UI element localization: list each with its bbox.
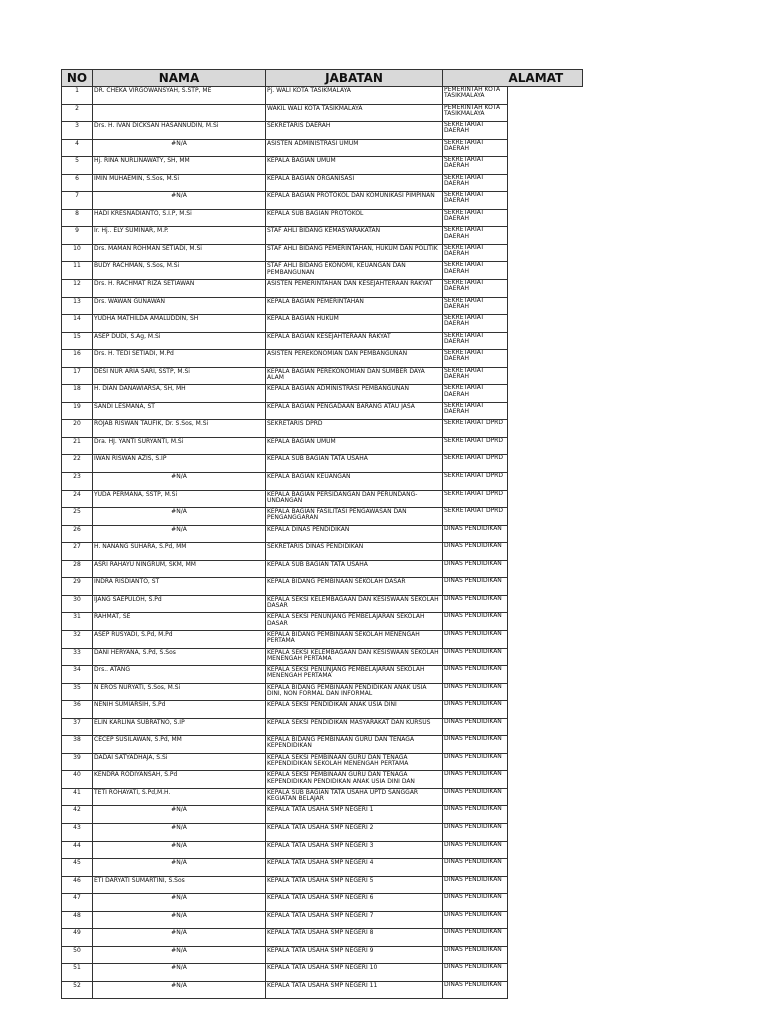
table-row [62, 367, 583, 385]
cell-no: 44 [62, 841, 93, 859]
cell-no: 12 [62, 280, 93, 298]
table-body [62, 87, 583, 999]
table-row [62, 911, 583, 929]
cell-jabatan: ASISTEN PEREKONOMIAN DAN PEMBANGUNAN [266, 350, 443, 368]
cell-nama: CECEP SUSILAWAN, S.Pd, MM [93, 736, 266, 754]
cell-no: 25 [62, 508, 93, 526]
table-row [62, 823, 583, 841]
table-row [62, 981, 583, 999]
cell-jabatan: KEPALA BIDANG PEMBINAAN GURU DAN TENAGA KEPENDIDIKAN [266, 736, 443, 754]
cell-no: 15 [62, 332, 93, 350]
cell-alamat: DINAS PENDIDIKAN [443, 859, 508, 877]
cell-nama: Ir. Hj.. ELY SUMINAR, M.P. [93, 227, 266, 245]
cell-nama: DESI NUR ARIA SARI, SSTP, M.Si [93, 367, 266, 385]
cell-no: 1 [62, 87, 93, 105]
cell-no: 34 [62, 666, 93, 684]
cell-nama: #N/A [93, 841, 266, 859]
cell-no: 29 [62, 578, 93, 596]
cell-jabatan: WAKIL WALI KOTA TASIKMALAYA [266, 104, 443, 122]
cell-jabatan: SEKRETARIS DAERAH [266, 122, 443, 140]
staff-table [61, 69, 583, 999]
cell-no: 22 [62, 455, 93, 473]
cell-nama: DANI HERYANA, S.Pd, S.Sos [93, 648, 266, 666]
cell-nama: #N/A [93, 981, 266, 999]
cell-alamat: SEKRETARIAT DAERAH [443, 385, 508, 403]
cell-nama: #N/A [93, 946, 266, 964]
table-row [62, 490, 583, 508]
table-row [62, 788, 583, 806]
cell-jabatan: KEPALA BAGIAN PROTOKOL DAN KOMUNIKASI PIMPINAN [266, 192, 443, 210]
cell-nama: NENIH SUMIARSIH, S.Pd [93, 701, 266, 719]
table-row [62, 227, 583, 245]
cell-no: 9 [62, 227, 93, 245]
table-row [62, 104, 583, 122]
table-row [62, 157, 583, 175]
table-row [62, 244, 583, 262]
cell-nama: IJANG SAEPULOH, S.Pd [93, 595, 266, 613]
cell-alamat: DINAS PENDIDIKAN [443, 806, 508, 824]
header-jabatan: JABATAN [266, 70, 443, 87]
table-row [62, 174, 583, 192]
cell-jabatan: KEPALA BAGIAN PEREKONOMIAN DAN SUMBER DAYA ALAM [266, 367, 443, 385]
cell-nama: ASRI RAHAYU NINGRUM, SKM, MM [93, 560, 266, 578]
table-row [62, 946, 583, 964]
table-row [62, 420, 583, 438]
cell-jabatan: ASISTEN ADMINISTRASI UMUM [266, 139, 443, 157]
cell-jabatan: KEPALA TATA USAHA SMP NEGERI 5 [266, 876, 443, 894]
cell-nama: DADAI SATYADHAJA, S.Si [93, 753, 266, 771]
cell-nama: ETI DARYATI SUMARTINI, S.Sos [93, 876, 266, 894]
cell-jabatan: KEPALA BAGIAN UMUM [266, 157, 443, 175]
cell-nama: BUDY RACHMAN, S.Sos, M.Si [93, 262, 266, 280]
cell-no: 16 [62, 350, 93, 368]
table-row [62, 332, 583, 350]
cell-alamat: SEKRETARIAT DPRD [443, 508, 508, 526]
cell-nama: #N/A [93, 859, 266, 877]
cell-alamat: SEKRETARIAT DPRD [443, 420, 508, 438]
cell-alamat: DINAS PENDIDIKAN [443, 894, 508, 912]
cell-no: 24 [62, 490, 93, 508]
cell-jabatan: KEPALA SEKSI PENUNJANG PEMBELAJARAN SEKOLAH MENENGAH PERTAMA [266, 666, 443, 684]
cell-nama [93, 104, 266, 122]
cell-no: 33 [62, 648, 93, 666]
cell-nama: Drs. WAWAN GUNAWAN [93, 297, 266, 315]
header-alamat: ALAMAT [508, 70, 583, 87]
cell-alamat: DINAS PENDIDIKAN [443, 718, 508, 736]
cell-jabatan: KEPALA SUB BAGIAN TATA USAHA [266, 455, 443, 473]
table-row [62, 139, 583, 157]
cell-alamat: DINAS PENDIDIKAN [443, 981, 508, 999]
cell-nama: INDRA RISDIANTO, ST [93, 578, 266, 596]
cell-alamat: DINAS PENDIDIKAN [443, 595, 508, 613]
cell-jabatan: KEPALA SEKSI PEMBINAAN GURU DAN TENAGA KEPENDIDIKAN SEKOLAH MENENGAH PERTAMA [266, 753, 443, 771]
cell-alamat: SEKRETARIAT DAERAH [443, 192, 508, 210]
cell-jabatan: KEPALA BAGIAN PEMERINTAHAN [266, 297, 443, 315]
cell-nama: YUDA PERMANA, SSTP, M.Si [93, 490, 266, 508]
cell-no: 42 [62, 806, 93, 824]
cell-nama: #N/A [93, 929, 266, 947]
cell-alamat: SEKRETARIAT DPRD [443, 490, 508, 508]
cell-jabatan: KEPALA SEKSI PENDIDIKAN MASYARAKAT DAN KURSUS [266, 718, 443, 736]
cell-nama: Dra. HJ. YANTI SURYANTI, M.Si [93, 437, 266, 455]
cell-no: 35 [62, 683, 93, 701]
cell-alamat: SEKRETARIAT DAERAH [443, 139, 508, 157]
cell-alamat: SEKRETARIAT DAERAH [443, 262, 508, 280]
cell-jabatan: KEPALA BAGIAN KEUANGAN [266, 473, 443, 491]
cell-nama: #N/A [93, 508, 266, 526]
cell-jabatan: STAF AHLI BIDANG EKONOMI, KEUANGAN DAN PEMBANGUNAN [266, 262, 443, 280]
cell-nama: RAHMAT, SE [93, 613, 266, 631]
cell-no: 49 [62, 929, 93, 947]
cell-jabatan: KEPALA TATA USAHA SMP NEGERI 4 [266, 859, 443, 877]
cell-alamat: SEKRETARIAT DAERAH [443, 297, 508, 315]
cell-nama: Drs. MAMAN ROHMAN SETIADI, M.Si [93, 244, 266, 262]
table-row [62, 613, 583, 631]
cell-jabatan: KEPALA TATA USAHA SMP NEGERI 3 [266, 841, 443, 859]
cell-jabatan: KEPALA SUB BAGIAN TATA USAHA UPTD SANGGAR KEGIATAN BELAJAR [266, 788, 443, 806]
cell-no: 32 [62, 630, 93, 648]
cell-jabatan: KEPALA TATA USAHA SMP NEGERI 11 [266, 981, 443, 999]
table-row [62, 841, 583, 859]
cell-jabatan: ASISTEN PEMERINTAHAN DAN KESEJAHTERAAN RAKYAT [266, 280, 443, 298]
cell-jabatan: KEPALA SEKSI KELEMBAGAAN DAN KESISWAAN SEKOLAH DASAR [266, 595, 443, 613]
cell-no: 6 [62, 174, 93, 192]
cell-jabatan: KEPALA BAGIAN UMUM [266, 437, 443, 455]
cell-no: 50 [62, 946, 93, 964]
table-row [62, 929, 583, 947]
header-nama: NAMA [93, 70, 266, 87]
cell-alamat: DINAS PENDIDIKAN [443, 578, 508, 596]
table-row [62, 122, 583, 140]
cell-jabatan: STAF AHLI BIDANG KEMASYARAKATAN [266, 227, 443, 245]
cell-alamat: PEMERINTAH KOTA TASIKMALAYA [443, 104, 508, 122]
cell-no: 13 [62, 297, 93, 315]
cell-no: 52 [62, 981, 93, 999]
cell-nama: HADI KRESNADIANTO, S.I.P, M.Si [93, 209, 266, 227]
cell-jabatan: KEPALA BIDANG PEMBINAAN SEKOLAH DASAR [266, 578, 443, 596]
cell-no: 4 [62, 139, 93, 157]
cell-alamat: DINAS PENDIDIKAN [443, 560, 508, 578]
cell-nama: Drs. H. RACHMAT RIZA SETIAWAN [93, 280, 266, 298]
table-row [62, 473, 583, 491]
cell-nama: Drs.. ATANG [93, 666, 266, 684]
cell-jabatan: KEPALA SEKSI PENUNJANG PEMBELAJARAN SEKOLAH DASAR [266, 613, 443, 631]
cell-jabatan: KEPALA SEKSI KELEMBAGAAN DAN KESISWAAN SEKOLAH MENENGAH PERTAMA [266, 648, 443, 666]
table-row [62, 455, 583, 473]
cell-jabatan: KEPALA SEKSI PEMBINAAN GURU DAN TENAGA KEPENDIDIKAN PENDIDIKAN ANAK USIA DINI DAN [266, 771, 443, 789]
cell-no: 18 [62, 385, 93, 403]
cell-nama: N EROS NURYATI, S.Sos, M.Si [93, 683, 266, 701]
table-row [62, 595, 583, 613]
cell-nama: SANDI LESMANA, ST [93, 402, 266, 420]
cell-nama: #N/A [93, 473, 266, 491]
cell-nama: KENDRA RODIYANSAH, S.Pd [93, 771, 266, 789]
table-row [62, 806, 583, 824]
cell-alamat: SEKRETARIAT DAERAH [443, 209, 508, 227]
cell-nama: IMIN MUHAEMIN, S.Sos, M.Si [93, 174, 266, 192]
header-row [62, 70, 583, 87]
table-row [62, 525, 583, 543]
cell-jabatan: SEKRETARIS DINAS PENDIDIKAN [266, 543, 443, 561]
cell-jabatan: KEPALA SEKSI PENDIDIKAN ANAK USIA DINI [266, 701, 443, 719]
cell-jabatan: STAF AHLI BIDANG PEMERINTAHAN, HUKUM DAN POLITIK [266, 244, 443, 262]
table-row [62, 560, 583, 578]
cell-jabatan: KEPALA TATA USAHA SMP NEGERI 1 [266, 806, 443, 824]
cell-nama: H. NANANG SUHARA, S.Pd, MM [93, 543, 266, 561]
cell-nama: ASEP DUDI, S.Ag, M.Si [93, 332, 266, 350]
table-row [62, 209, 583, 227]
cell-jabatan: Pj. WALI KOTA TASIKMALAYA [266, 87, 443, 105]
cell-jabatan: KEPALA SUB BAGIAN PROTOKOL [266, 209, 443, 227]
cell-alamat: SEKRETARIAT DAERAH [443, 350, 508, 368]
cell-nama: #N/A [93, 806, 266, 824]
cell-no: 8 [62, 209, 93, 227]
cell-jabatan: KEPALA BAGIAN PENGADAAN BARANG ATAU JASA [266, 402, 443, 420]
cell-nama: #N/A [93, 525, 266, 543]
cell-no: 5 [62, 157, 93, 175]
table-row [62, 630, 583, 648]
cell-alamat: DINAS PENDIDIKAN [443, 613, 508, 631]
table-row [62, 859, 583, 877]
table-row [62, 543, 583, 561]
table-row [62, 876, 583, 894]
cell-jabatan: KEPALA BIDANG PEMBINAAN SEKOLAH MENENGAH PERTAMA [266, 630, 443, 648]
table-row [62, 701, 583, 719]
cell-jabatan: KEPALA TATA USAHA SMP NEGERI 2 [266, 823, 443, 841]
cell-jabatan: KEPALA DINAS PENDIDIKAN [266, 525, 443, 543]
cell-nama: #N/A [93, 964, 266, 982]
cell-nama: #N/A [93, 911, 266, 929]
table-row [62, 578, 583, 596]
cell-alamat: SEKRETARIAT DPRD [443, 455, 508, 473]
table-row [62, 771, 583, 789]
cell-jabatan: KEPALA BAGIAN HUKUM [266, 315, 443, 333]
cell-alamat: SEKRETARIAT DAERAH [443, 332, 508, 350]
cell-alamat: DINAS PENDIDIKAN [443, 876, 508, 894]
cell-jabatan: KEPALA BIDANG PEMBINAAN PENDIDIKAN ANAK USIA DINI, NON FORMAL DAN INFORMAL [266, 683, 443, 701]
cell-no: 3 [62, 122, 93, 140]
cell-no: 48 [62, 911, 93, 929]
cell-alamat: DINAS PENDIDIKAN [443, 929, 508, 947]
cell-no: 11 [62, 262, 93, 280]
cell-jabatan: KEPALA BAGIAN PERSIDANGAN DAN PERUNDANG-UNDANGAN [266, 490, 443, 508]
cell-alamat: SEKRETARIAT DAERAH [443, 315, 508, 333]
cell-no: 26 [62, 525, 93, 543]
table-row [62, 508, 583, 526]
cell-alamat: DINAS PENDIDIKAN [443, 946, 508, 964]
cell-no: 20 [62, 420, 93, 438]
cell-nama: Drs. H. IVAN DICKSAN HASANNUDIN, M.Si [93, 122, 266, 140]
cell-alamat: DINAS PENDIDIKAN [443, 701, 508, 719]
table-row [62, 315, 583, 333]
cell-alamat: DINAS PENDIDIKAN [443, 666, 508, 684]
table-row [62, 683, 583, 701]
cell-nama: #N/A [93, 139, 266, 157]
table-row [62, 964, 583, 982]
cell-no: 10 [62, 244, 93, 262]
cell-nama: #N/A [93, 823, 266, 841]
cell-nama: TETI ROHAYATI, S.Pd,M.H. [93, 788, 266, 806]
cell-jabatan: KEPALA TATA USAHA SMP NEGERI 7 [266, 911, 443, 929]
cell-no: 14 [62, 315, 93, 333]
table-row [62, 894, 583, 912]
table-row [62, 192, 583, 210]
cell-no: 27 [62, 543, 93, 561]
cell-jabatan: KEPALA TATA USAHA SMP NEGERI 8 [266, 929, 443, 947]
cell-alamat: SEKRETARIAT DAERAH [443, 280, 508, 298]
cell-no: 31 [62, 613, 93, 631]
cell-alamat: DINAS PENDIDIKAN [443, 543, 508, 561]
cell-nama: #N/A [93, 894, 266, 912]
cell-no: 41 [62, 788, 93, 806]
cell-alamat: SEKRETARIAT DPRD [443, 473, 508, 491]
table-row [62, 437, 583, 455]
cell-jabatan: KEPALA TATA USAHA SMP NEGERI 6 [266, 894, 443, 912]
cell-no: 21 [62, 437, 93, 455]
cell-alamat: DINAS PENDIDIKAN [443, 525, 508, 543]
cell-no: 17 [62, 367, 93, 385]
cell-jabatan: SEKRETARIS DPRD [266, 420, 443, 438]
table-row [62, 402, 583, 420]
table-row [62, 87, 583, 105]
table-row [62, 753, 583, 771]
cell-nama: #N/A [93, 192, 266, 210]
cell-alamat: DINAS PENDIDIKAN [443, 753, 508, 771]
cell-jabatan: KEPALA BAGIAN ADMINISTRASI PEMBANGUNAN [266, 385, 443, 403]
cell-alamat: DINAS PENDIDIKAN [443, 788, 508, 806]
cell-alamat: SEKRETARIAT DAERAH [443, 157, 508, 175]
header-no: NO [62, 70, 93, 87]
cell-nama: ASEP RUSYADI, S.Pd, M.Pd [93, 630, 266, 648]
cell-alamat: DINAS PENDIDIKAN [443, 911, 508, 929]
cell-alamat: DINAS PENDIDIKAN [443, 630, 508, 648]
cell-alamat: SEKRETARIAT DAERAH [443, 227, 508, 245]
cell-no: 45 [62, 859, 93, 877]
cell-nama: ROJAB RISWAN TAUFIK, Dr. S.Sos, M.Si [93, 420, 266, 438]
table-row [62, 262, 583, 280]
table-row [62, 297, 583, 315]
table-row [62, 350, 583, 368]
cell-alamat: DINAS PENDIDIKAN [443, 841, 508, 859]
cell-alamat: SEKRETARIAT DAERAH [443, 244, 508, 262]
table-row [62, 648, 583, 666]
cell-nama: DR. CHEKA VIRGOWANSYAH, S.STP, ME [93, 87, 266, 105]
cell-no: 40 [62, 771, 93, 789]
table-row [62, 385, 583, 403]
cell-no: 43 [62, 823, 93, 841]
cell-alamat: DINAS PENDIDIKAN [443, 964, 508, 982]
cell-alamat: SEKRETARIAT DAERAH [443, 402, 508, 420]
cell-no: 46 [62, 876, 93, 894]
cell-alamat: DINAS PENDIDIKAN [443, 771, 508, 789]
cell-jabatan: KEPALA BAGIAN ORGANISASI [266, 174, 443, 192]
cell-nama: IWAN RISWAN AZIS, S.IP [93, 455, 266, 473]
cell-nama: YUDHA MATHILDA AMALUDDIN, SH [93, 315, 266, 333]
cell-nama: Drs. H. TEDI SETIADI, M.Pd [93, 350, 266, 368]
cell-alamat: PEMERINTAH KOTA TASIKMALAYA [443, 87, 508, 105]
cell-no: 23 [62, 473, 93, 491]
cell-no: 28 [62, 560, 93, 578]
cell-alamat: SEKRETARIAT DPRD [443, 437, 508, 455]
cell-no: 39 [62, 753, 93, 771]
cell-no: 37 [62, 718, 93, 736]
cell-no: 2 [62, 104, 93, 122]
cell-jabatan: KEPALA SUB BAGIAN TATA USAHA [266, 560, 443, 578]
cell-jabatan: KEPALA BAGIAN KESEJAHTERAAN RAKYAT [266, 332, 443, 350]
cell-alamat: SEKRETARIAT DAERAH [443, 174, 508, 192]
cell-alamat: DINAS PENDIDIKAN [443, 648, 508, 666]
cell-alamat: SEKRETARIAT DAERAH [443, 122, 508, 140]
cell-alamat: SEKRETARIAT DAERAH [443, 367, 508, 385]
cell-no: 7 [62, 192, 93, 210]
cell-no: 47 [62, 894, 93, 912]
cell-no: 36 [62, 701, 93, 719]
cell-jabatan: KEPALA TATA USAHA SMP NEGERI 10 [266, 964, 443, 982]
cell-no: 30 [62, 595, 93, 613]
table-row [62, 718, 583, 736]
cell-jabatan: KEPALA BAGIAN FASILITASI PENGAWASAN DAN PENGANGGARAN [266, 508, 443, 526]
cell-no: 19 [62, 402, 93, 420]
cell-jabatan: KEPALA TATA USAHA SMP NEGERI 9 [266, 946, 443, 964]
table-row [62, 666, 583, 684]
cell-alamat: DINAS PENDIDIKAN [443, 823, 508, 841]
cell-alamat: DINAS PENDIDIKAN [443, 736, 508, 754]
cell-nama: ELIN KARLINA SUBRATNO, S.IP [93, 718, 266, 736]
cell-nama: Hj. RINA NURLINAWATY, SH, MM [93, 157, 266, 175]
table-row [62, 736, 583, 754]
cell-alamat: DINAS PENDIDIKAN [443, 683, 508, 701]
table-row [62, 280, 583, 298]
cell-no: 38 [62, 736, 93, 754]
cell-nama: H. DIAN DANAWIARSA, SH, MH [93, 385, 266, 403]
cell-no: 51 [62, 964, 93, 982]
